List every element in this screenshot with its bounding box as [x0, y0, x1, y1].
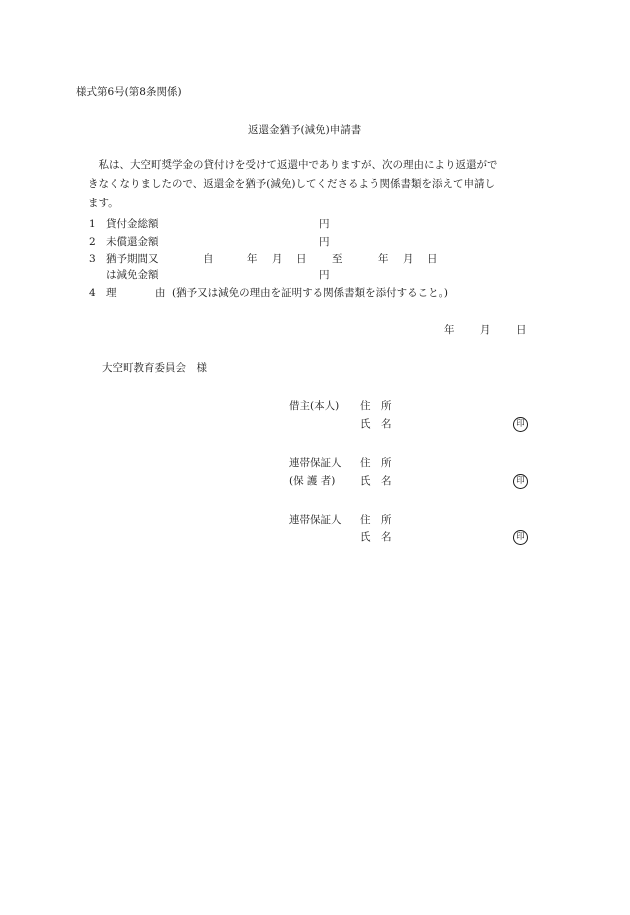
item-1-unit: 円 [319, 218, 330, 230]
paragraph-line: きなくなりましたので、返還金を猶予(減免)してくださるよう関係書類を添えて申請し [88, 178, 495, 190]
item-3-from-month: 月 [272, 253, 283, 265]
item-3-to-month: 月 [403, 253, 414, 265]
date-year: 年 [444, 324, 455, 336]
date-day: 日 [516, 324, 527, 336]
item-3-label-line1: 猶予期間又 [106, 253, 159, 265]
name-label: 氏 名 [360, 531, 392, 543]
item-3-label-line2: は減免金額 [106, 269, 159, 281]
seal-mark-icon: 印 [513, 417, 528, 432]
item-3-to-day: 日 [427, 253, 438, 265]
item-3-from-year: 年 [247, 253, 258, 265]
item-3-to: 至 [332, 253, 343, 265]
name-label: 氏 名 [360, 475, 392, 487]
date-month: 月 [480, 324, 491, 336]
request-paragraph [88, 156, 556, 213]
item-3-from: 自 [203, 253, 214, 265]
signer-role-sub: (保 護 者) [289, 475, 336, 487]
address-label: 住 所 [360, 514, 392, 526]
name-label: 氏 名 [360, 418, 392, 430]
address-label: 住 所 [360, 457, 392, 469]
item-1-number: 1 [89, 218, 96, 230]
signer-role: 借主(本人) [289, 400, 340, 412]
signer-role: 連帯保証人 [289, 514, 342, 526]
paragraph-line: 私は、大空町奨学金の貸付けを受けて返還中でありますが、次の理由により返還がで [88, 159, 498, 171]
item-2-label: 未償還金額 [106, 236, 159, 248]
document-title: 返還金猶予(減免)申請書 [248, 124, 362, 136]
item-1-label: 貸付金総額 [106, 218, 159, 230]
address-label: 住 所 [360, 400, 392, 412]
form-number: 様式第6号(第8条関係) [76, 86, 182, 98]
item-4-number: 4 [89, 287, 96, 299]
item-4-label-char2: 由 [155, 287, 166, 299]
seal-mark-icon: 印 [513, 474, 528, 489]
item-2-unit: 円 [319, 236, 330, 248]
paragraph-line: ます。 [88, 197, 119, 209]
item-3-number: 3 [89, 253, 96, 265]
item-4-label-char1: 理 [106, 287, 117, 299]
item-3-unit: 円 [319, 269, 330, 281]
item-4-note: (猶予又は減免の理由を証明する関係書類を添付すること。) [172, 287, 448, 299]
item-3-to-year: 年 [378, 253, 389, 265]
addressee: 大空町教育委員会 様 [102, 362, 207, 374]
seal-mark-icon: 印 [513, 530, 528, 545]
item-2-number: 2 [89, 236, 96, 248]
signer-role: 連帯保証人 [289, 457, 342, 469]
item-3-from-day: 日 [296, 253, 307, 265]
